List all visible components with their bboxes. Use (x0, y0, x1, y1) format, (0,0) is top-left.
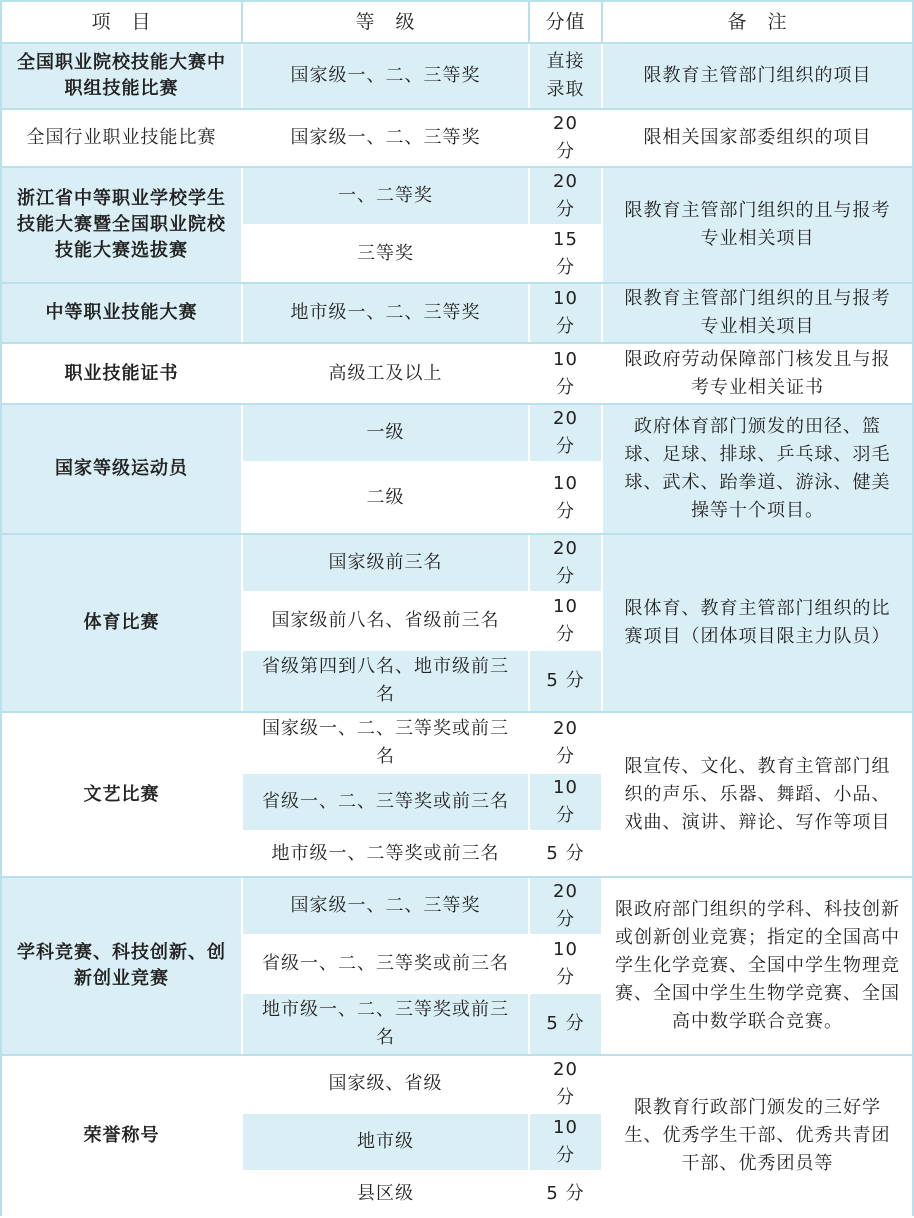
header-level: 等 级 (242, 1, 529, 43)
score-cell: 5 分 (529, 831, 602, 877)
table-row (1, 343, 913, 404)
score-cell: 10 分 (529, 935, 602, 993)
table-row (1, 1055, 913, 1113)
remark-cell: 限教育主管部门组织的且与报考专业相关项目 (602, 167, 913, 283)
remark-cell: 限宣传、文化、教育主管部门组织的声乐、乐器、舞蹈、小品、戏曲、演讲、辩论、写作等项目 (602, 712, 913, 877)
table-row (1, 404, 913, 462)
project-cell: 学科竞赛、科技创新、创新创业竞赛 (1, 877, 242, 1055)
project-cell: 荣誉称号 (1, 1055, 242, 1217)
remark-cell: 限教育行政部门颁发的三好学生、优秀学生干部、优秀共青团干部、优秀团员等 (602, 1055, 913, 1217)
score-cell: 10 分 (529, 462, 602, 534)
remark-cell: 限相关国家部委组织的项目 (602, 109, 913, 167)
table-row (1, 43, 913, 109)
table-row (1, 534, 913, 592)
project-cell: 国家等级运动员 (1, 404, 242, 534)
score-cell: 10 分 (529, 283, 602, 343)
level-cell: 国家级一、二、三等奖 (242, 877, 529, 935)
level-cell: 县区级 (242, 1171, 529, 1217)
header-remark: 备 注 (602, 1, 913, 43)
level-cell: 一级 (242, 404, 529, 462)
remark-cell: 限教育主管部门组织的项目 (602, 43, 913, 109)
level-cell: 国家级前三名 (242, 534, 529, 592)
score-cell: 10 分 (529, 592, 602, 650)
project-cell: 体育比赛 (1, 534, 242, 712)
level-cell: 地市级一、二等奖或前三名 (242, 831, 529, 877)
score-cell: 20 分 (529, 712, 602, 773)
level-cell: 省级一、二、三等奖或前三名 (242, 773, 529, 831)
level-cell: 一、二等奖 (242, 167, 529, 225)
project-cell: 全国职业院校技能大赛中职组技能比赛 (1, 43, 242, 109)
score-cell: 20 分 (529, 109, 602, 167)
score-cell: 直接录取 (529, 43, 602, 109)
project-cell: 浙江省中等职业学校学生技能大赛暨全国职业院校技能大赛选拔赛 (1, 167, 242, 283)
score-cell: 10 分 (529, 773, 602, 831)
level-cell: 国家级前八名、省级前三名 (242, 592, 529, 650)
header-score: 分值 (529, 1, 602, 43)
level-cell: 地市级一、二、三等奖或前三名 (242, 993, 529, 1055)
table-row (1, 109, 913, 167)
score-cell: 5 分 (529, 1171, 602, 1217)
remark-cell: 限政府劳动保障部门核发且与报考专业相关证书 (602, 343, 913, 404)
score-cell: 20 分 (529, 877, 602, 935)
level-cell: 三等奖 (242, 225, 529, 283)
remark-cell: 限教育主管部门组织的且与报考专业相关项目 (602, 283, 913, 343)
table-row (1, 167, 913, 225)
score-cell: 20 分 (529, 1055, 602, 1113)
level-cell: 省级一、二、三等奖或前三名 (242, 935, 529, 993)
remark-cell: 限体育、教育主管部门组织的比赛项目（团体项目限主力队员） (602, 534, 913, 712)
remark-cell: 政府体育部门颁发的田径、篮球、足球、排球、乒乓球、羽毛球、武术、跆拳道、游泳、健美操等十个项目。 (602, 404, 913, 534)
level-cell: 地市级 (242, 1113, 529, 1171)
score-cell: 15 分 (529, 225, 602, 283)
level-cell: 国家级、省级 (242, 1055, 529, 1113)
table-header-row (1, 1, 913, 43)
score-cell: 20 分 (529, 534, 602, 592)
project-cell: 职业技能证书 (1, 343, 242, 404)
level-cell: 国家级一、二、三等奖 (242, 109, 529, 167)
level-cell: 地市级一、二、三等奖 (242, 283, 529, 343)
project-cell: 中等职业技能大赛 (1, 283, 242, 343)
score-cell: 5 分 (529, 650, 602, 712)
table-row (1, 712, 913, 773)
header-project: 项 目 (1, 1, 242, 43)
level-cell: 二级 (242, 462, 529, 534)
score-cell: 20 分 (529, 404, 602, 462)
project-cell: 文艺比赛 (1, 712, 242, 877)
level-cell: 高级工及以上 (242, 343, 529, 404)
remark-cell: 限政府部门组织的学科、科技创新或创新创业竞赛；指定的全国高中学生化学竞赛、全国中学生物理竞赛、全国中学生生物学竞赛、全国高中数学联合竞赛。 (602, 877, 913, 1055)
level-cell: 国家级一、二、三等奖或前三名 (242, 712, 529, 773)
score-cell: 20 分 (529, 167, 602, 225)
project-cell: 全国行业职业技能比赛 (1, 109, 242, 167)
level-cell: 国家级一、二、三等奖 (242, 43, 529, 109)
score-cell: 5 分 (529, 993, 602, 1055)
score-cell: 10 分 (529, 343, 602, 404)
level-cell: 省级第四到八名、地市级前三名 (242, 650, 529, 712)
table-row (1, 283, 913, 343)
table-row (1, 877, 913, 935)
score-cell: 10 分 (529, 1113, 602, 1171)
